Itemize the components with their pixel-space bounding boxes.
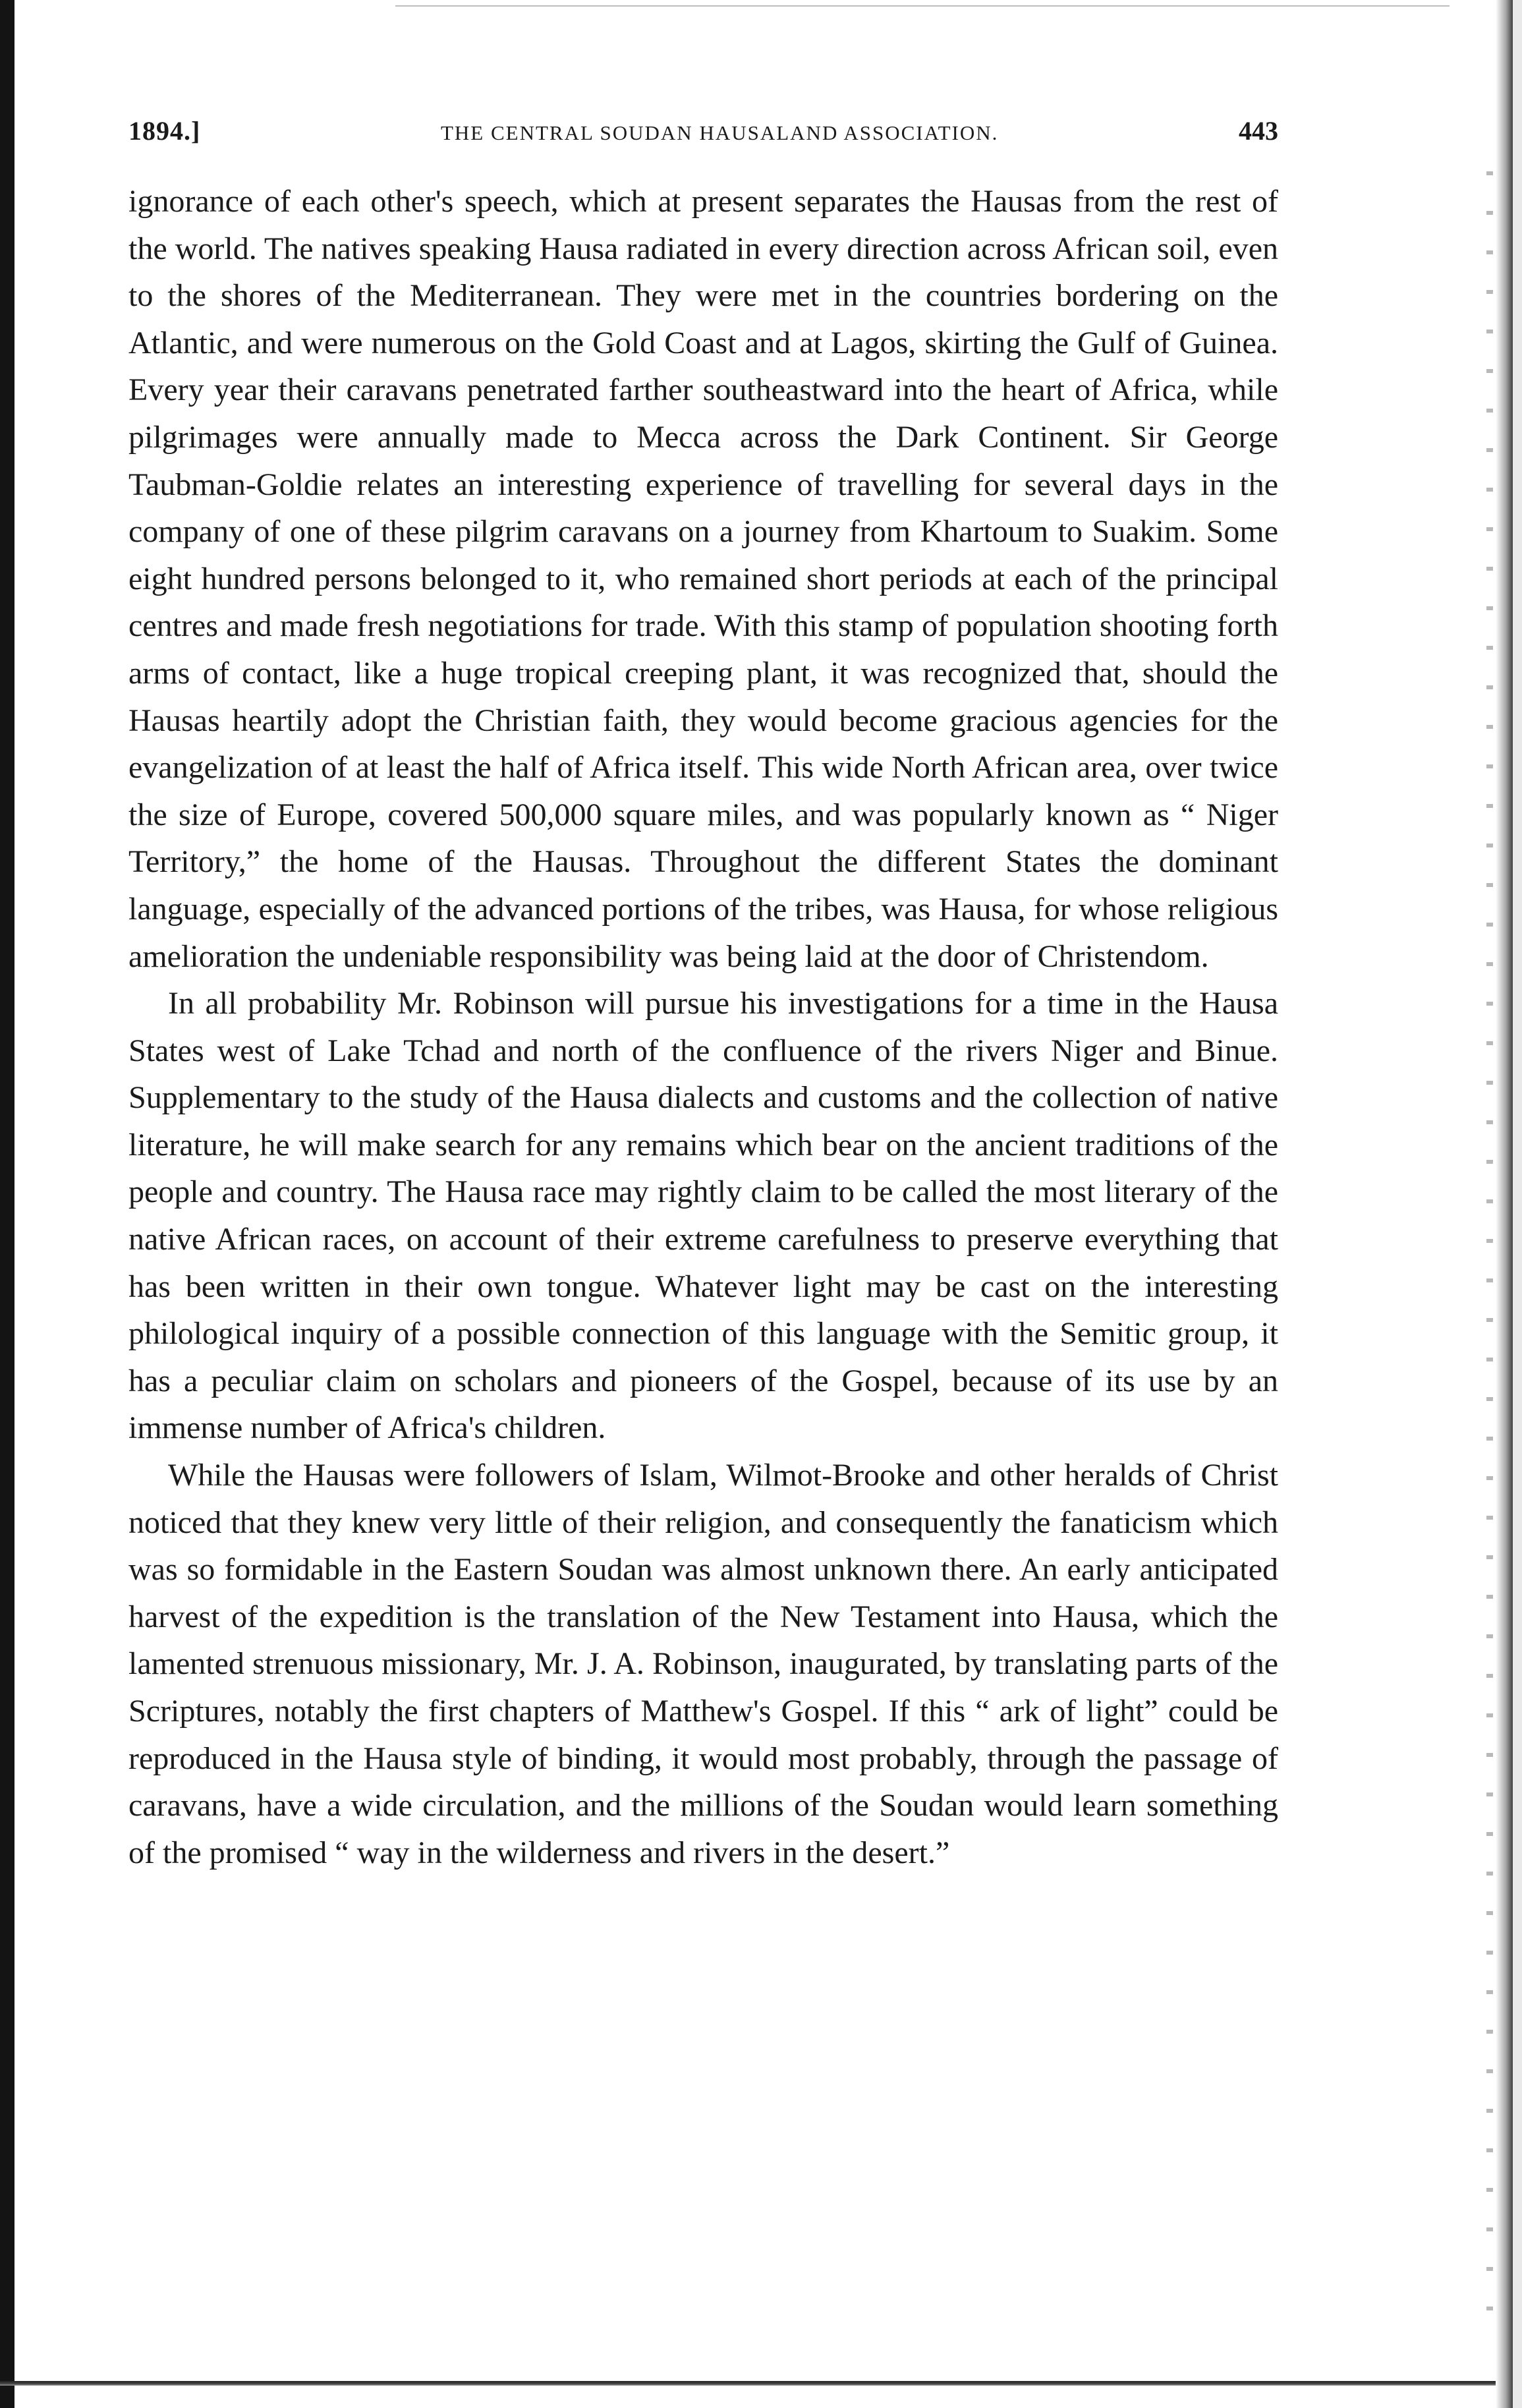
scan-top-rule: [395, 5, 1450, 7]
gutter-marks: [1486, 171, 1493, 2346]
scan-left-edge: [0, 0, 14, 2408]
gutter-shadow: [1496, 0, 1513, 2408]
page: [128, 115, 1278, 1876]
running-head-title: THE CENTRAL SOUDAN HAUSALAND ASSOCIATION.: [440, 121, 999, 144]
paragraph-1: ignorance of each other's speech, which at present separates the Hausas from the rest of the world. The natives speaking Hausa radiated in every direction across African soil, even to the shores of the Mediterranean. They were met in the countries bordering on the Atlantic, and were numerous on the Gold Coast and at Lagos, skirting the Gulf of Guinea. Every year their caravans penetrated farther southeastward into the heart of Africa, while pilgrimages were annually made to Mecca across the Dark Continent. Sir George Taubman-Goldie relates an interesting experience of travelling for several days in the company of one of these pilgrim caravans on a journey from Khartoum to Suakim. Some eight hundred persons belonged to it, who remained short periods at each of the principal centres and made fresh negotiations for trade. With this stamp of population shooting forth arms of contact, like a huge tropical creeping plant, it was recognized that, should the Hausas heartily adopt the Christian faith, they would become gracious agencies for the evangelization of at least the half of Africa itself. This wide North African area, over twice the size of Europe, covered 500,000 square miles, and was popularly known as “ Niger Territory,” the home of the Hausas. Throughout the different States the dominant language, especially of the advanced portions of the tribes, was Hausa, for whose religious amelioration the undeniable responsibility was being laid at the door of Christendom.: [128, 184, 1278, 974]
page-number: 443: [1239, 116, 1278, 146]
running-head: [128, 115, 1278, 155]
paragraph-3: While the Hausas were followers of Islam, Wilmot-Brooke and other heralds of Christ noticed that they knew very little of their religion, and consequently the fanaticism which was so formidable in the Eastern Soudan was almost unknown there. An early anticipated harvest of the expedition is the translation of the New Testament into Hausa, which the lamented strenuous missionary, Mr. J. A. Robinson, inaugurated, by translating parts of the Scriptures, notably the first chapters of Matthew's Gospel. If this “ ark of light” could be reproduced in the Hausa style of binding, it would most probably, through the passage of caravans, have a wide circulation, and the millions of the Soudan would learn something of the promised “ way in the wilderness and rivers in the desert.”: [128, 1458, 1278, 1870]
scan-right-edge: [1513, 0, 1522, 2408]
running-head-year: 1894.]: [128, 116, 201, 146]
scan-bottom-edge: [0, 2381, 1496, 2386]
paragraph-2: In all probability Mr. Robinson will pursue his investigations for a time in the Hausa States west of Lake Tchad and north of the confluence of the rivers Niger and Binue. Supplementary to the study of the Hausa dialects and customs and the collection of native literature, he will make search for any remains which bear on the ancient traditions of the people and country. The Hausa race may rightly claim to be called the most literary of the native African races, on account of their extreme carefulness to preserve everything that has been written in their own tongue. Whatever light may be cast on the interesting philological inquiry of a possible connection of this language with the Semitic group, it has a peculiar claim on scholars and pioneers of the Gospel, because of its use by an immense number of Africa's children.: [128, 986, 1278, 1446]
body-text: [128, 178, 1278, 1876]
